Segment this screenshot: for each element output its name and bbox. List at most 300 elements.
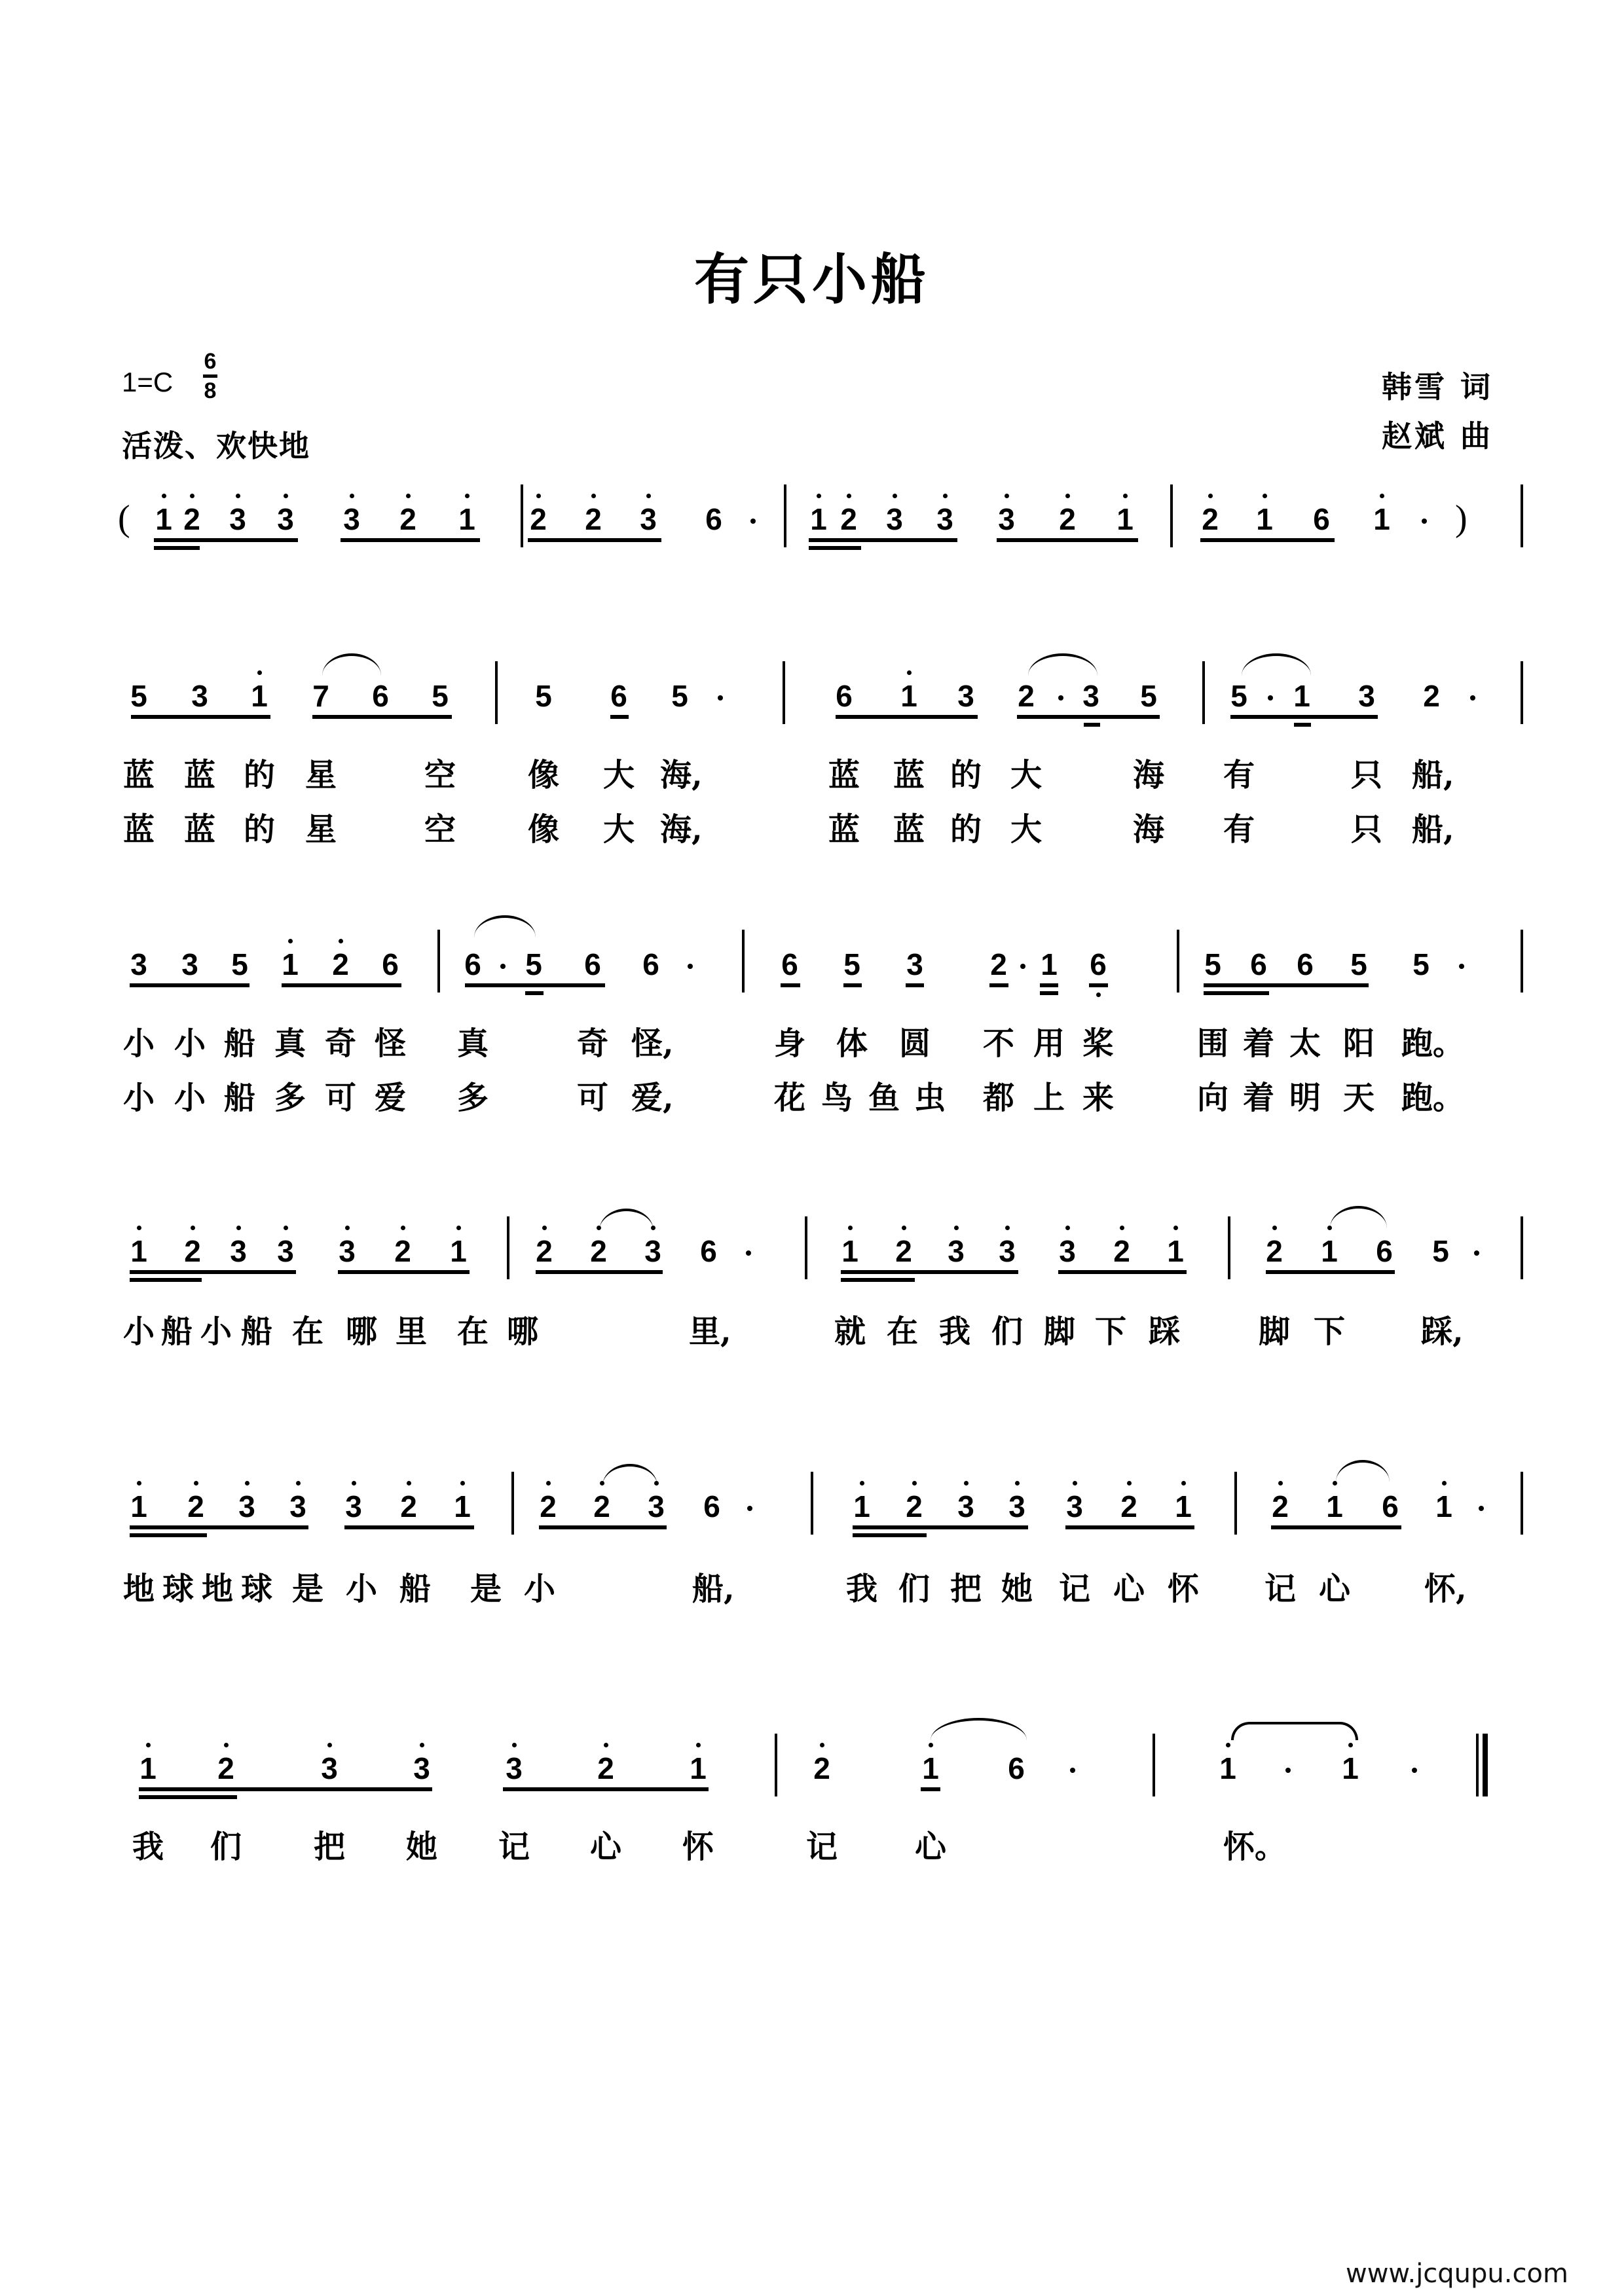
lyric-syllable: 记 [498,1829,530,1865]
lyric-syllable: 像 [527,811,559,848]
note-digit: 6 [1250,947,1267,981]
octave-up-dot [245,1481,249,1485]
note-digit: 1 [853,1489,870,1523]
octave-up-dot [542,1226,547,1230]
repeat-parenthesis: ) [1455,498,1467,539]
octave-up-dot [646,494,651,498]
augmentation-dot [750,519,756,524]
note [341,1491,367,1522]
note-digit: 1 [1116,502,1134,536]
note-digit: 1 [1175,1489,1192,1523]
note [1112,504,1138,534]
note [1078,681,1104,711]
octave-up-dot [288,939,293,943]
time-signature-denominator: 8 [204,378,217,403]
octave-up-dot [1123,494,1128,498]
lyric-syllable: 大 [602,757,635,793]
note-digit: 7 [312,679,329,713]
note [225,504,251,534]
note-digit: 6 [1297,947,1314,981]
lyric-syllable: 星 [304,757,337,793]
note-digit: 3 [948,1234,965,1268]
note [986,949,1012,979]
note-digit: 5 [1412,947,1430,981]
note [126,1236,152,1266]
beam-eighth [341,538,480,542]
augmentation-dot [1070,1768,1075,1773]
final-barline-thick [1483,1734,1488,1796]
lyric-syllable: 花 [773,1080,805,1116]
lyric-syllable: 有 [1223,757,1255,793]
lyric-syllable: 船, [692,1571,735,1607]
octave-up-dot [236,1226,241,1230]
lyric-syllable: 心 [1113,1571,1145,1607]
note [849,1491,875,1522]
note-digit: 3 [936,502,953,536]
note [1428,1236,1454,1266]
octave-up-dot [406,494,411,498]
lyric-syllable: 小 [122,1313,155,1350]
note [699,1491,725,1522]
note-digit: 5 [1204,947,1221,981]
note-digit: 2 [1272,1489,1289,1523]
note [1004,1491,1030,1522]
lyric-syllable: 心 [589,1829,621,1865]
note-digit: 2 [530,502,547,536]
note-digit: 6 [642,947,659,981]
note [1308,504,1335,534]
note [902,949,928,979]
note [1226,681,1252,711]
beam-sixteenth [525,991,544,995]
lyric-syllable: 踩 [1148,1313,1180,1350]
note [126,949,152,979]
lyric-syllable: 的 [243,811,275,848]
note-digit: 6 [610,679,627,713]
note [1085,949,1111,979]
note-digit: 5 [1230,679,1247,713]
beam-eighth [130,1525,308,1529]
beam-sixteenth [1084,723,1100,727]
note [272,1236,299,1266]
tempo-marking: 活泼、欢快地 [122,428,310,464]
note [396,1491,422,1522]
octave-up-dot [162,494,166,498]
octave-up-dot [1065,1226,1070,1230]
lyric-syllable: 下 [1313,1313,1345,1350]
note [1251,504,1278,534]
note [805,504,832,534]
lyric-syllable: 心 [1318,1571,1350,1607]
lyric-syllable: 踩, [1421,1313,1464,1350]
lyric-syllable: 可 [324,1080,356,1116]
note [501,1753,527,1783]
slur-arc [474,915,536,938]
note-digit: 3 [1008,1489,1025,1523]
barline [784,484,786,547]
lyric-syllable: 在 [886,1313,918,1350]
lyric-syllable: 把 [313,1829,345,1865]
note [1289,681,1315,711]
note-digit: 1 [900,679,917,713]
note [327,949,354,979]
lyric-syllable: 小 [523,1571,555,1607]
note [580,949,606,979]
time-signature-divider [203,374,217,378]
octave-up-dot [1173,1226,1178,1230]
barline [1521,1216,1523,1279]
note [1321,1491,1348,1522]
note-digit: 3 [321,1751,338,1785]
note-digit: 3 [906,947,923,981]
note-digit: 2 [540,1489,557,1523]
augmentation-dot [1020,964,1025,969]
note-digit: 6 [705,502,722,536]
lyric-syllable: 地 [201,1571,233,1607]
note [525,504,551,534]
note-digit: 1 [1342,1751,1359,1785]
lyric-syllable: 们 [991,1313,1023,1350]
lyric-syllable: 她 [1001,1571,1033,1607]
octave-up-dot [236,494,240,498]
beam-eighth [344,1525,474,1529]
note-digit: 3 [277,502,294,536]
note-digit: 6 [372,679,389,713]
lyric-syllable: 记 [1058,1571,1090,1607]
octave-up-dot [1380,494,1384,498]
note [449,1491,475,1522]
note-digit: 1 [130,1234,147,1268]
octave-up-dot [284,1226,288,1230]
beam-eighth [539,1525,667,1529]
lyric-syllable: 体 [836,1025,868,1062]
note [1246,949,1272,979]
note [1170,1491,1196,1522]
octave-up-dot [1272,1226,1277,1230]
octave-up-dot [1073,1481,1077,1485]
octave-up-dot [1442,1481,1447,1485]
note [187,681,213,711]
note-digit: 2 [840,502,857,536]
note [272,504,299,534]
lyric-syllable: 小 [174,1080,206,1116]
note-digit: 5 [1350,947,1367,981]
barline [1228,1216,1230,1279]
lyric-syllable: 海 [1132,811,1164,848]
note [213,1753,239,1783]
note-digit: 3 [1082,679,1099,713]
note-digit: 3 [339,1234,356,1268]
note [535,1491,561,1522]
note [179,1236,206,1266]
augmentation-dot [1412,1768,1417,1773]
barline [1170,484,1173,547]
note-digit: 1 [450,1234,467,1268]
lyric-syllable: 有 [1223,811,1255,848]
note-digit: 1 [1219,1751,1236,1785]
beam-sixteenth [841,1278,915,1282]
lyric-syllable: 海, [660,811,703,848]
lyric-syllable: 小 [174,1025,206,1062]
note-digit: 6 [836,679,853,713]
beam-sixteenth [853,1533,927,1537]
note-digit: 6 [1376,1234,1393,1268]
note-digit: 2 [590,1234,607,1268]
note [454,504,480,534]
lyric-syllable: 圆 [898,1025,931,1062]
lyric-syllable: 怪 [374,1025,406,1062]
slur-arc [1242,653,1311,676]
note [246,681,272,711]
lyric-syllable: 下 [1094,1313,1126,1350]
note-digit: 5 [432,679,449,713]
note-digit: 1 [454,1489,471,1523]
note-digit: 1 [1167,1234,1184,1268]
note [1292,949,1318,979]
note [667,681,693,711]
lyric-syllable: 小 [122,1080,155,1116]
note-digit: 2 [1266,1234,1283,1268]
note [953,1491,979,1522]
note-digit: 6 [464,947,481,981]
octave-up-dot [352,1481,356,1485]
lyric-syllable: 真 [456,1025,489,1062]
tie-arc [1231,1722,1358,1740]
note-digit: 3 [506,1751,523,1785]
lyric-syllable: 心 [914,1829,946,1865]
lyric-syllable: 明 [1289,1080,1321,1116]
note-digit: 2 [394,1234,411,1268]
lyric-syllable: 就 [834,1313,866,1350]
note [1054,504,1080,534]
octave-up-dot [1278,1481,1283,1485]
barline [742,930,745,993]
lyric-syllable: 爱, [631,1080,674,1116]
note [837,1236,863,1266]
lyric-syllable: 哪 [345,1313,377,1350]
note [409,1753,435,1783]
note [643,1491,669,1522]
note-digit: 3 [957,1489,974,1523]
note [1371,1236,1397,1266]
note-digit: 3 [1358,679,1375,713]
octave-up-dot [350,494,354,498]
lyric-syllable: 海, [660,757,703,793]
barline [1202,661,1205,724]
barline [1234,1472,1237,1535]
note [1197,504,1223,534]
beam-eighth [1017,715,1160,719]
lyric-syllable: 鱼 [868,1080,900,1116]
beam-eighth [131,715,270,719]
note-digit: 3 [289,1489,306,1523]
lyric-syllable: 不 [982,1025,1014,1062]
note [891,1236,917,1266]
note-digit: 1 [139,1751,157,1785]
slur-arc [322,653,381,676]
lyric-syllable: 奇 [324,1025,356,1062]
note-digit: 1 [1373,502,1390,536]
lyric-syllable: 来 [1082,1080,1114,1116]
note [1377,1491,1403,1522]
augmentation-dot [1459,964,1464,969]
note [635,504,661,534]
barline [775,1734,777,1796]
note [1003,1753,1029,1783]
note-digit: 6 [1090,947,1107,981]
beam-eighth [836,715,978,719]
note [234,1491,260,1522]
barline [1153,1734,1155,1796]
barline [511,1472,514,1535]
octave-up-dot [1005,494,1009,498]
lyric-syllable: 蓝 [183,811,215,848]
note-digit: 2 [332,947,349,981]
barline [1521,661,1523,724]
note [1200,949,1226,979]
note [177,949,203,979]
octave-up-dot [1208,494,1213,498]
lyric-syllable: 的 [243,757,275,793]
beam-eighth [1200,538,1335,542]
note [427,681,453,711]
beam-sixteenth [1294,723,1311,727]
song-title: 有只小船 [693,247,930,312]
note-digit: 5 [535,679,552,713]
lyric-syllable: 蓝 [828,757,860,793]
note [809,1753,835,1783]
note-digit: 1 [810,502,827,536]
lyric-syllable: 是 [470,1571,502,1607]
beam-eighth [610,715,629,719]
beam-eighth [853,1525,1028,1529]
note [839,949,865,979]
note [316,1753,342,1783]
augmentation-dot [1422,519,1427,524]
lyric-syllable: 记 [805,1829,838,1865]
lyric-syllable: 像 [527,757,559,793]
octave-up-dot [401,1226,405,1230]
beam-eighth [921,1787,940,1791]
note-digit: 2 [217,1751,234,1785]
lyric-syllable: 脚 [1043,1313,1075,1350]
note-digit: 2 [990,947,1007,981]
lyric-syllable: 怀。 [1223,1829,1287,1865]
key-signature [122,367,173,398]
beam-eighth [1271,1525,1401,1529]
note-digit: 3 [1059,1234,1076,1268]
lyric-syllable: 船 [223,1080,255,1116]
beam-sixteenth [154,546,200,550]
note-digit: 2 [187,1489,204,1523]
beam-eighth [338,1270,470,1274]
augmentation-dot [1285,1768,1291,1773]
lyric-syllable: 船 [160,1313,193,1350]
note [943,1236,969,1266]
octave-up-dot [512,1743,517,1747]
lyric-syllable: 蓝 [122,757,155,793]
augmentation-dot [500,964,506,969]
octave-up-dot [1348,1743,1353,1747]
lyric-syllable: 球 [162,1571,194,1607]
slur-arc [1330,1206,1387,1228]
repeat-parenthesis: ( [118,498,130,539]
lyric-syllable: 桨 [1082,1025,1114,1062]
octave-up-dot [848,1226,853,1230]
note-digit: 6 [1382,1489,1399,1523]
note-digit: 3 [345,1489,362,1523]
beam-eighth [130,983,249,987]
lyric-syllable: 地 [122,1571,155,1607]
note [917,1753,944,1783]
note-digit: 2 [597,1751,614,1785]
octave-up-dot [296,1481,301,1485]
note [277,949,303,979]
note [994,1236,1020,1266]
note [225,1236,251,1266]
lyric-syllable: 怀, [1424,1571,1467,1607]
octave-up-dot [902,1226,906,1230]
note [135,1753,161,1783]
note [126,681,152,711]
octave-up-dot [1005,1226,1010,1230]
augmentation-dot [1058,695,1063,701]
beam-sixteenth [130,1278,202,1282]
lyric-syllable: 怀 [682,1829,714,1865]
lyric-syllable: 奇 [576,1025,608,1062]
note [585,1236,612,1266]
note [640,1236,666,1266]
octave-up-dot [194,1481,198,1485]
beam-eighth [1266,1270,1395,1274]
note [1431,1491,1457,1522]
lyric-syllable: 蓝 [893,757,925,793]
octave-up-dot [893,494,897,498]
note [531,1236,557,1266]
lyric-syllable: 多 [456,1080,489,1116]
beam-eighth [1040,983,1058,987]
note [377,949,403,979]
note-digit: 3 [957,679,974,713]
lyric-syllable: 跑。 [1401,1025,1465,1062]
beam-sixteenth [1204,991,1269,995]
note [1408,949,1434,979]
lyric-syllable: 哪 [506,1313,538,1350]
augmentation-dot [688,964,693,969]
beam-sixteenth [139,1795,237,1799]
note-digit: 1 [841,1234,858,1268]
note-digit: 6 [781,947,798,981]
note-digit: 3 [886,502,903,536]
octave-up-dot [536,494,541,498]
note [1337,1753,1363,1783]
note [953,681,979,711]
note [777,949,803,979]
lyric-syllable: 我 [938,1313,970,1350]
note-digit: 1 [690,1751,707,1785]
lyric-syllable: 着 [1242,1080,1274,1116]
lyric-syllable: 她 [405,1829,437,1865]
note [1261,1236,1287,1266]
lyric-syllable: 多 [274,1080,306,1116]
lyric-syllable: 大 [1010,811,1042,848]
octave-up-dot [604,1743,608,1747]
note-digit: 2 [184,1234,201,1268]
octave-up-dot [146,1743,151,1747]
lyric-syllable: 蓝 [122,811,155,848]
note [1116,1491,1142,1522]
beam-eighth [989,983,1008,987]
